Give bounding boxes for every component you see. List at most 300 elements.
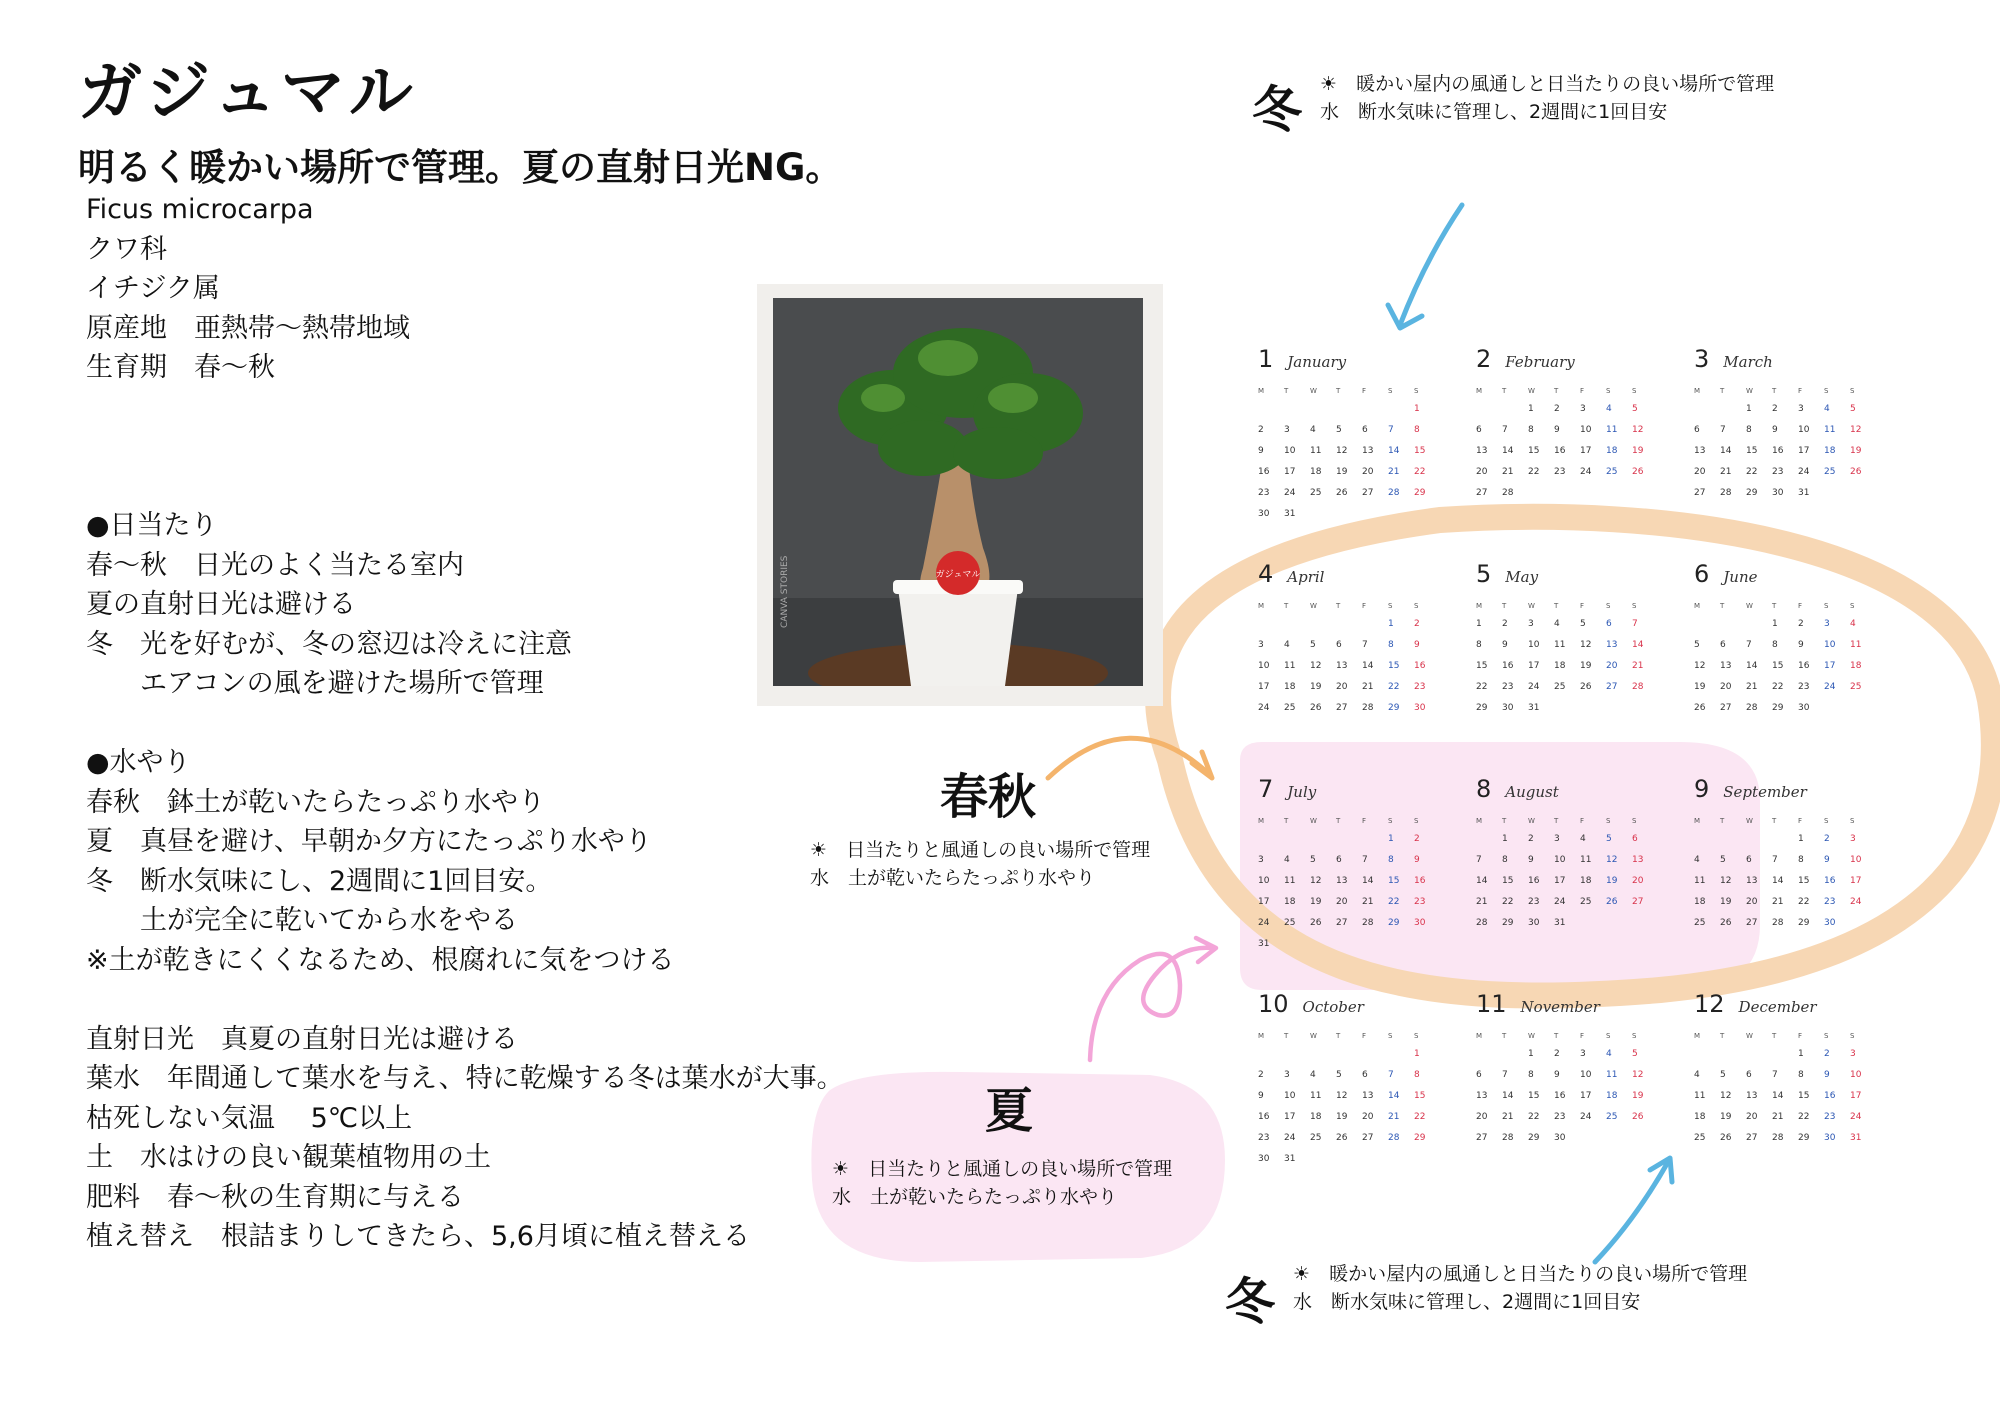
calendar-day: 25 — [1310, 1133, 1322, 1143]
calendar-day: 24 — [1258, 703, 1270, 713]
month-day-grid — [1694, 811, 1874, 934]
calendar-day: 19 — [1580, 661, 1592, 671]
calendar-day: 22 — [1388, 897, 1400, 907]
calendar-day: 14 — [1476, 876, 1488, 886]
calendar-day: 23 — [1502, 682, 1514, 692]
section-heading: ●日当たり — [86, 510, 218, 541]
weekday-header: S — [1632, 387, 1637, 395]
calendar-day: 6 — [1632, 834, 1638, 844]
weekday-header: T — [1772, 602, 1777, 610]
calendar-day: 17 — [1554, 876, 1566, 886]
calendar-day: 1 — [1388, 834, 1394, 844]
calendar-day: 12 — [1336, 1091, 1348, 1101]
calendar-day: 12 — [1720, 876, 1732, 886]
water-icon: 水 — [1293, 1291, 1313, 1313]
calendar-day: 20 — [1694, 467, 1706, 477]
calendar-day: 4 — [1606, 1049, 1612, 1059]
month-number: 1 — [1258, 345, 1274, 373]
calendar-day: 10 — [1850, 855, 1862, 865]
calendar-day: 22 — [1414, 467, 1426, 477]
calendar-day: 27 — [1720, 703, 1732, 713]
month-day-grid — [1476, 811, 1656, 934]
calendar-day: 16 — [1554, 446, 1566, 456]
calendar-month — [1694, 775, 1874, 934]
calendar-day: 5 — [1850, 404, 1856, 414]
calendar-day: 23 — [1554, 1112, 1566, 1122]
ficus-bonsai-image — [773, 298, 1143, 686]
weekday-header: S — [1414, 387, 1419, 395]
calendar-day: 31 — [1554, 918, 1566, 928]
photo-watermark: CANVA STORIES — [780, 555, 790, 628]
calendar-day: 3 — [1798, 404, 1804, 414]
calendar-day: 13 — [1746, 1091, 1758, 1101]
calendar-day: 6 — [1362, 425, 1368, 435]
calendar-day: 20 — [1720, 682, 1732, 692]
sun-icon: ☀ — [810, 839, 828, 861]
calendar-day: 22 — [1746, 467, 1758, 477]
calendar-day: 8 — [1772, 640, 1778, 650]
calendar-day: 4 — [1310, 425, 1316, 435]
calendar-day: 21 — [1362, 682, 1374, 692]
empty-day — [1310, 1044, 1336, 1065]
calendar-day: 4 — [1824, 404, 1830, 414]
calendar-day: 4 — [1606, 404, 1612, 414]
page-title: ガジュマル — [78, 56, 417, 130]
weekday-header: S — [1414, 817, 1419, 825]
calendar-day: 5 — [1580, 619, 1586, 629]
calendar-day: 28 — [1632, 682, 1644, 692]
calendar-day: 13 — [1476, 446, 1488, 456]
month-day-grid — [1258, 1026, 1438, 1170]
empty-day — [1746, 829, 1772, 850]
weekday-header: M — [1476, 602, 1483, 610]
calendar-day: 21 — [1746, 682, 1758, 692]
calendar-day: 12 — [1336, 446, 1348, 456]
month-number: 9 — [1694, 775, 1710, 803]
weekday-header: S — [1850, 387, 1855, 395]
detail-line: ※土が乾きにくくなるため、根腐れに気をつける — [86, 944, 675, 976]
calendar-day: 22 — [1388, 682, 1400, 692]
calendar-day: 10 — [1528, 640, 1540, 650]
calendar-day: 30 — [1258, 509, 1270, 519]
calendar-day: 30 — [1772, 488, 1784, 498]
calendar-day: 16 — [1554, 1091, 1566, 1101]
calendar-day: 3 — [1528, 619, 1534, 629]
empty-day — [1694, 614, 1720, 635]
calendar-day: 3 — [1850, 834, 1856, 844]
empty-day — [1284, 1044, 1310, 1065]
calendar-day: 14 — [1502, 1091, 1514, 1101]
winter-top-arrow — [1400, 205, 1462, 325]
calendar-day: 1 — [1502, 834, 1508, 844]
calendar-day: 9 — [1502, 640, 1508, 650]
weekday-header: W — [1528, 1032, 1535, 1040]
weekday-header: T — [1554, 387, 1559, 395]
calendar-day: 5 — [1310, 640, 1316, 650]
calendar-day: 28 — [1362, 703, 1374, 713]
calendar-day: 11 — [1554, 640, 1566, 650]
empty-day — [1284, 829, 1310, 850]
calendar-day: 28 — [1362, 918, 1374, 928]
calendar-day: 11 — [1694, 876, 1706, 886]
month-name: August — [1505, 783, 1559, 801]
detail-line: 枯死しない気温 5℃以上 — [86, 1102, 413, 1134]
calendar-day: 29 — [1798, 1133, 1810, 1143]
calendar-day: 17 — [1284, 467, 1296, 477]
weekday-header: T — [1336, 817, 1341, 825]
empty-day — [1502, 399, 1528, 420]
calendar-day: 9 — [1528, 855, 1534, 865]
calendar-day: 9 — [1798, 640, 1804, 650]
family: クワ科 — [86, 233, 167, 265]
weekday-header: S — [1632, 1032, 1637, 1040]
weekday-header: W — [1528, 602, 1535, 610]
weekday-header: T — [1284, 1032, 1289, 1040]
calendar-day: 28 — [1388, 1133, 1400, 1143]
sun-icon: ☀ — [1293, 1263, 1311, 1285]
calendar-day: 23 — [1414, 897, 1426, 907]
calendar-day: 3 — [1258, 855, 1264, 865]
weekday-header: W — [1310, 387, 1317, 395]
weekday-header: F — [1798, 1032, 1803, 1040]
calendar-day: 11 — [1310, 1091, 1322, 1101]
calendar-day: 26 — [1580, 682, 1592, 692]
calendar-day: 27 — [1746, 1133, 1758, 1143]
calendar-day: 24 — [1554, 897, 1566, 907]
calendar-month — [1694, 990, 1874, 1149]
weekday-header: M — [1258, 387, 1265, 395]
calendar-day: 16 — [1798, 661, 1810, 671]
calendar-day: 24 — [1850, 897, 1862, 907]
weekday-header: S — [1824, 387, 1829, 395]
weekday-header: W — [1528, 817, 1535, 825]
calendar-day: 27 — [1336, 703, 1348, 713]
calendar-day: 7 — [1772, 855, 1778, 865]
calendar-day: 21 — [1502, 1112, 1514, 1122]
calendar-day: 25 — [1850, 682, 1862, 692]
calendar-day: 25 — [1694, 1133, 1706, 1143]
weekday-header: T — [1772, 817, 1777, 825]
month-number: 11 — [1476, 990, 1507, 1018]
month-number: 2 — [1476, 345, 1492, 373]
weekday-header: S — [1824, 1032, 1829, 1040]
weekday-header: T — [1284, 602, 1289, 610]
calendar-day: 18 — [1284, 897, 1296, 907]
calendar-month — [1258, 560, 1438, 719]
calendar-day: 12 — [1310, 876, 1322, 886]
empty-day — [1502, 1044, 1528, 1065]
month-name: February — [1505, 353, 1575, 371]
calendar-day: 13 — [1720, 661, 1732, 671]
calendar-day: 5 — [1720, 1070, 1726, 1080]
weekday-header: S — [1388, 602, 1393, 610]
calendar-day: 28 — [1746, 703, 1758, 713]
calendar-day: 22 — [1528, 467, 1540, 477]
weekday-header: S — [1606, 1032, 1611, 1040]
calendar-day: 19 — [1720, 897, 1732, 907]
calendar-day: 24 — [1284, 488, 1296, 498]
calendar-day: 29 — [1746, 488, 1758, 498]
detail-line: 肥料 春～秋の生育期に与える — [86, 1181, 464, 1213]
month-number: 7 — [1258, 775, 1274, 803]
calendar-day: 8 — [1528, 1070, 1534, 1080]
weekday-header: T — [1720, 387, 1725, 395]
calendar-day: 27 — [1746, 918, 1758, 928]
calendar-day: 17 — [1850, 1091, 1862, 1101]
basic-info — [86, 190, 410, 388]
calendar-day: 27 — [1632, 897, 1644, 907]
empty-day — [1310, 399, 1336, 420]
weekday-header: F — [1580, 817, 1585, 825]
calendar-day: 5 — [1336, 425, 1342, 435]
pot-tag: ガジュマル — [935, 570, 981, 580]
detail-line: 土が完全に乾いてから水をやる — [86, 905, 518, 936]
calendar-month — [1694, 560, 1874, 719]
calendar-day: 14 — [1362, 876, 1374, 886]
empty-day — [1720, 829, 1746, 850]
calendar-day: 4 — [1284, 640, 1290, 650]
month-day-grid — [1258, 381, 1438, 525]
calendar-day: 7 — [1502, 1070, 1508, 1080]
month-name: November — [1520, 998, 1600, 1016]
calendar-day: 15 — [1502, 876, 1514, 886]
calendar-day: 30 — [1824, 918, 1836, 928]
calendar-day: 12 — [1580, 640, 1592, 650]
calendar-day: 30 — [1414, 918, 1426, 928]
weekday-header: S — [1850, 817, 1855, 825]
weekday-header: F — [1580, 602, 1585, 610]
calendar-day: 7 — [1388, 1070, 1394, 1080]
calendar-day: 9 — [1414, 855, 1420, 865]
calendar-day: 13 — [1746, 876, 1758, 886]
weekday-header: S — [1388, 1032, 1393, 1040]
weekday-header: M — [1258, 1032, 1265, 1040]
calendar-day: 13 — [1632, 855, 1644, 865]
calendar-day: 27 — [1606, 682, 1618, 692]
calendar-day: 24 — [1284, 1133, 1296, 1143]
weekday-header: F — [1580, 387, 1585, 395]
calendar-day: 23 — [1414, 682, 1426, 692]
calendar-day: 6 — [1694, 425, 1700, 435]
calendar-month — [1258, 990, 1438, 1170]
calendar-day: 16 — [1824, 876, 1836, 886]
calendar-day: 19 — [1336, 467, 1348, 477]
weekday-header: M — [1694, 387, 1701, 395]
water-icon: 水 — [810, 867, 830, 889]
empty-day — [1476, 399, 1502, 420]
sun-icon: ☀ — [1320, 73, 1338, 95]
empty-day — [1694, 1044, 1720, 1065]
calendar-day: 6 — [1720, 640, 1726, 650]
weekday-header: M — [1258, 817, 1265, 825]
year-calendar — [1258, 345, 1948, 1175]
calendar-day: 12 — [1720, 1091, 1732, 1101]
calendar-day: 29 — [1388, 918, 1400, 928]
calendar-day: 15 — [1528, 1091, 1540, 1101]
calendar-day: 9 — [1554, 425, 1560, 435]
calendar-day: 15 — [1528, 446, 1540, 456]
calendar-day: 1 — [1476, 619, 1482, 629]
weekday-header: T — [1772, 1032, 1777, 1040]
calendar-day: 18 — [1310, 1112, 1322, 1122]
calendar-day: 18 — [1850, 661, 1862, 671]
calendar-day: 8 — [1502, 855, 1508, 865]
calendar-day: 27 — [1362, 488, 1374, 498]
calendar-day: 31 — [1850, 1133, 1862, 1143]
calendar-day: 26 — [1850, 467, 1862, 477]
calendar-day: 17 — [1284, 1112, 1296, 1122]
month-name: January — [1287, 353, 1347, 371]
calendar-day: 25 — [1580, 897, 1592, 907]
calendar-day: 12 — [1632, 425, 1644, 435]
section-heading: ●水やり — [86, 747, 191, 778]
calendar-day: 27 — [1362, 1133, 1374, 1143]
calendar-day: 16 — [1528, 876, 1540, 886]
calendar-day: 31 — [1284, 1154, 1296, 1164]
weekday-header: S — [1632, 602, 1637, 610]
blank-line — [86, 980, 844, 1020]
calendar-day: 19 — [1632, 446, 1644, 456]
calendar-day: 5 — [1694, 640, 1700, 650]
calendar-day: 24 — [1580, 467, 1592, 477]
calendar-day: 4 — [1554, 619, 1560, 629]
calendar-day: 23 — [1772, 467, 1784, 477]
calendar-day: 18 — [1310, 467, 1322, 477]
empty-day — [1284, 614, 1310, 635]
calendar-day: 2 — [1772, 404, 1778, 414]
month-day-grid — [1258, 811, 1438, 955]
calendar-day: 29 — [1772, 703, 1784, 713]
calendar-day: 27 — [1476, 488, 1488, 498]
calendar-day: 29 — [1476, 703, 1488, 713]
month-header — [1258, 345, 1438, 373]
calendar-day: 1 — [1528, 1049, 1534, 1059]
weekday-header: T — [1336, 387, 1341, 395]
calendar-day: 16 — [1502, 661, 1514, 671]
calendar-day: 20 — [1362, 467, 1374, 477]
calendar-day: 24 — [1850, 1112, 1862, 1122]
calendar-day: 15 — [1414, 1091, 1426, 1101]
month-day-grid — [1476, 596, 1656, 719]
calendar-day: 3 — [1824, 619, 1830, 629]
empty-day — [1746, 1044, 1772, 1065]
calendar-day: 7 — [1362, 855, 1368, 865]
empty-day — [1336, 399, 1362, 420]
calendar-day: 23 — [1554, 467, 1566, 477]
empty-day — [1720, 399, 1746, 420]
calendar-day: 2 — [1824, 834, 1830, 844]
calendar-day: 25 — [1824, 467, 1836, 477]
weekday-header: S — [1632, 817, 1637, 825]
empty-day — [1388, 399, 1414, 420]
calendar-day: 20 — [1746, 897, 1758, 907]
calendar-day: 20 — [1606, 661, 1618, 671]
calendar-month — [1476, 560, 1656, 719]
empty-day — [1336, 614, 1362, 635]
detail-line: エアコンの風を避けた場所で管理 — [86, 668, 544, 699]
page-subtitle: 明るく暖かい場所で管理。夏の直射日光NG。 — [78, 146, 843, 189]
calendar-day: 25 — [1554, 682, 1566, 692]
empty-day — [1476, 1044, 1502, 1065]
calendar-day: 28 — [1720, 488, 1732, 498]
calendar-day: 24 — [1798, 467, 1810, 477]
calendar-day: 31 — [1284, 509, 1296, 519]
calendar-day: 6 — [1606, 619, 1612, 629]
calendar-day: 29 — [1388, 703, 1400, 713]
winter-top-note: ☀ 暖かい屋内の風通しと日当たりの良い場所で管理 水 断水気味に管理し、2週間に1回目安 — [1320, 73, 1775, 123]
weekday-header: W — [1310, 817, 1317, 825]
weekday-header: T — [1720, 817, 1725, 825]
month-name: June — [1723, 568, 1758, 586]
calendar-day: 10 — [1850, 1070, 1862, 1080]
calendar-day: 18 — [1824, 446, 1836, 456]
calendar-day: 3 — [1554, 834, 1560, 844]
calendar-day: 8 — [1798, 1070, 1804, 1080]
calendar-day: 22 — [1414, 1112, 1426, 1122]
month-name: September — [1723, 783, 1807, 801]
weekday-header: T — [1554, 602, 1559, 610]
calendar-day: 26 — [1632, 467, 1644, 477]
calendar-day: 12 — [1694, 661, 1706, 671]
calendar-day: 13 — [1336, 661, 1348, 671]
calendar-day: 17 — [1580, 446, 1592, 456]
calendar-day: 20 — [1476, 467, 1488, 477]
month-day-grid — [1476, 381, 1656, 504]
calendar-day: 25 — [1284, 918, 1296, 928]
month-number: 4 — [1258, 560, 1274, 588]
calendar-day: 14 — [1746, 661, 1758, 671]
calendar-day: 28 — [1502, 488, 1514, 498]
calendar-day: 19 — [1310, 897, 1322, 907]
calendar-day: 30 — [1798, 703, 1810, 713]
calendar-day: 11 — [1694, 1091, 1706, 1101]
care-details — [86, 506, 844, 1257]
calendar-day: 19 — [1632, 1091, 1644, 1101]
calendar-day: 28 — [1772, 1133, 1784, 1143]
weekday-header: S — [1850, 1032, 1855, 1040]
empty-day — [1772, 1044, 1798, 1065]
month-header — [1476, 775, 1656, 803]
empty-day — [1258, 614, 1284, 635]
calendar-day: 5 — [1336, 1070, 1342, 1080]
calendar-day: 21 — [1388, 1112, 1400, 1122]
calendar-day: 15 — [1798, 1091, 1810, 1101]
calendar-day: 1 — [1388, 619, 1394, 629]
calendar-day: 14 — [1772, 1091, 1784, 1101]
calendar-day: 4 — [1694, 855, 1700, 865]
summer-arrow — [1090, 948, 1212, 1060]
weekday-header: T — [1284, 817, 1289, 825]
detail-line: 葉水 年間通して葉水を与え、特に乾燥する冬は葉水が大事。 — [86, 1063, 844, 1094]
calendar-day: 29 — [1414, 488, 1426, 498]
weekday-header: T — [1502, 602, 1507, 610]
calendar-day: 15 — [1388, 876, 1400, 886]
weekday-header: M — [1258, 602, 1265, 610]
calendar-month — [1476, 990, 1656, 1149]
calendar-day: 16 — [1414, 876, 1426, 886]
calendar-day: 20 — [1336, 897, 1348, 907]
empty-day — [1720, 614, 1746, 635]
calendar-day: 29 — [1502, 918, 1514, 928]
calendar-day: 18 — [1284, 682, 1296, 692]
calendar-day: 30 — [1528, 918, 1540, 928]
empty-day — [1772, 829, 1798, 850]
calendar-day: 23 — [1528, 897, 1540, 907]
calendar-day: 13 — [1606, 640, 1618, 650]
calendar-day: 29 — [1414, 1133, 1426, 1143]
calendar-day: 14 — [1502, 446, 1514, 456]
weekday-header: M — [1694, 817, 1701, 825]
